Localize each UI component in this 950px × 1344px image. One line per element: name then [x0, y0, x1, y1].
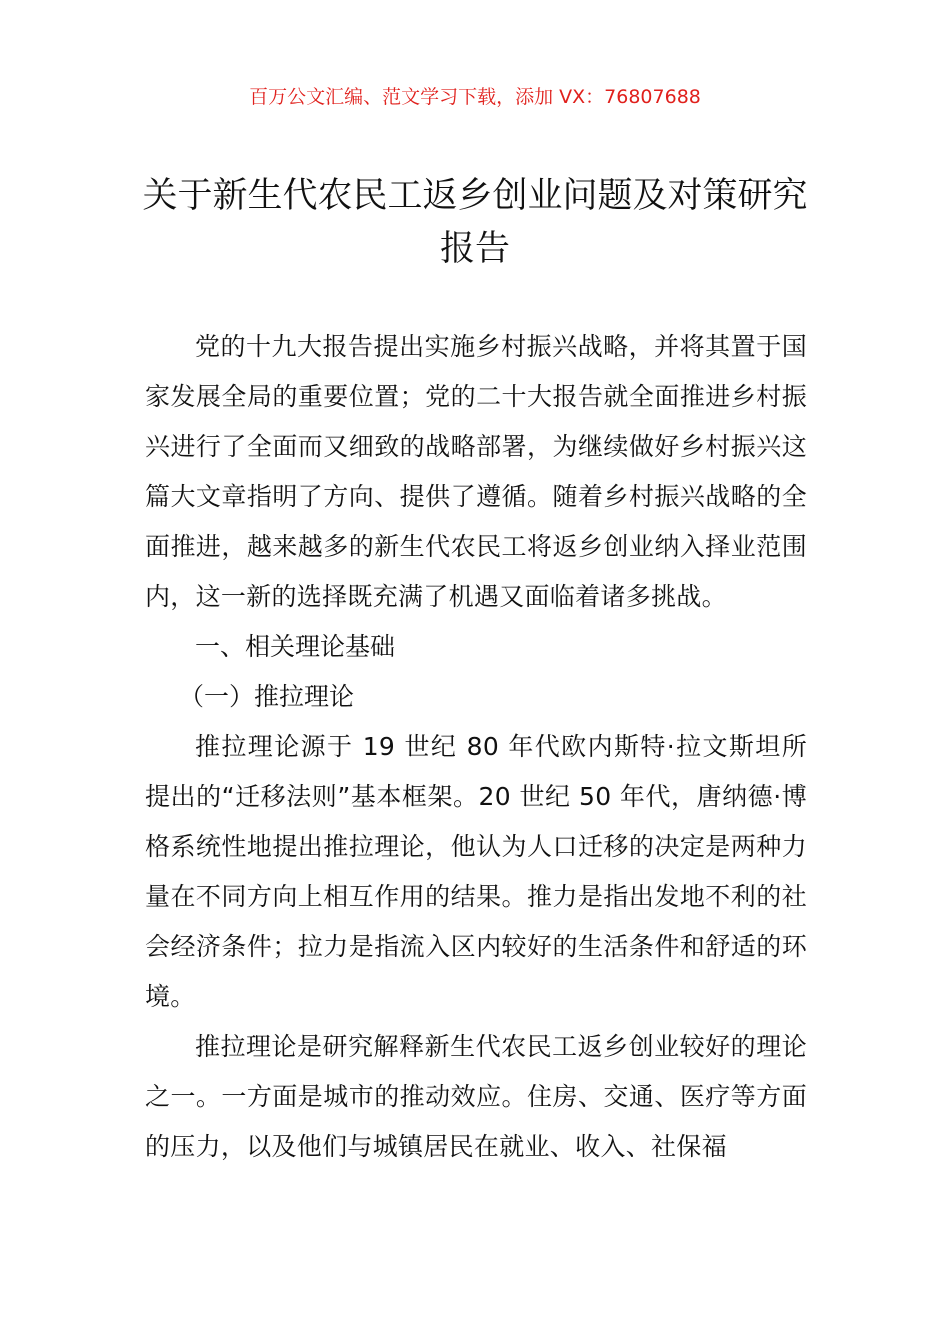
paragraph-push-pull-origin: 推拉理论源于 19 世纪 80 年代欧内斯特·拉文斯坦所提出的“迁移法则”基本框架。20 世纪 50 年代，唐纳德·博格系统性地提出推拉理论，他认为人口迁移的决定是两种力量在不同方向上相互作用的结果。推力是指出发地不利的社会经济条件；拉力是指流入区内较好的生活条件和舒适的环境。 [145, 732, 807, 1011]
document-title: 关于新生代农民工返乡创业问题及对策研究报告 [142, 176, 808, 269]
paragraph-intro: 党的十九大报告提出实施乡村振兴战略，并将其置于国家发展全局的重要位置；党的二十大报告就全面推进乡村振兴进行了全面而又细致的战略部署，为继续做好乡村振兴这篇大文章指明了方向、提供了遵循。随着乡村振兴战略的全面推进，越来越多的新生代农民工将返乡创业纳入择业范围内，这一新的选择既充满了机遇又面临着诸多挑战。 [145, 332, 807, 611]
section-heading-theory: 一、相关理论基础 [195, 632, 396, 661]
document-body [145, 322, 807, 1172]
paragraph-push-pull-application: 推拉理论是研究解释新生代农民工返乡创业较好的理论之一。一方面是城市的推动效应。住房、交通、医疗等方面的压力，以及他们与城镇居民在就业、收入、社保福 [145, 1032, 807, 1161]
header-watermark: 百万公文汇编、范文学习下载，添加 VX：76807688 [249, 86, 701, 108]
subsection-heading-push-pull: （一）推拉理论 [179, 682, 355, 711]
